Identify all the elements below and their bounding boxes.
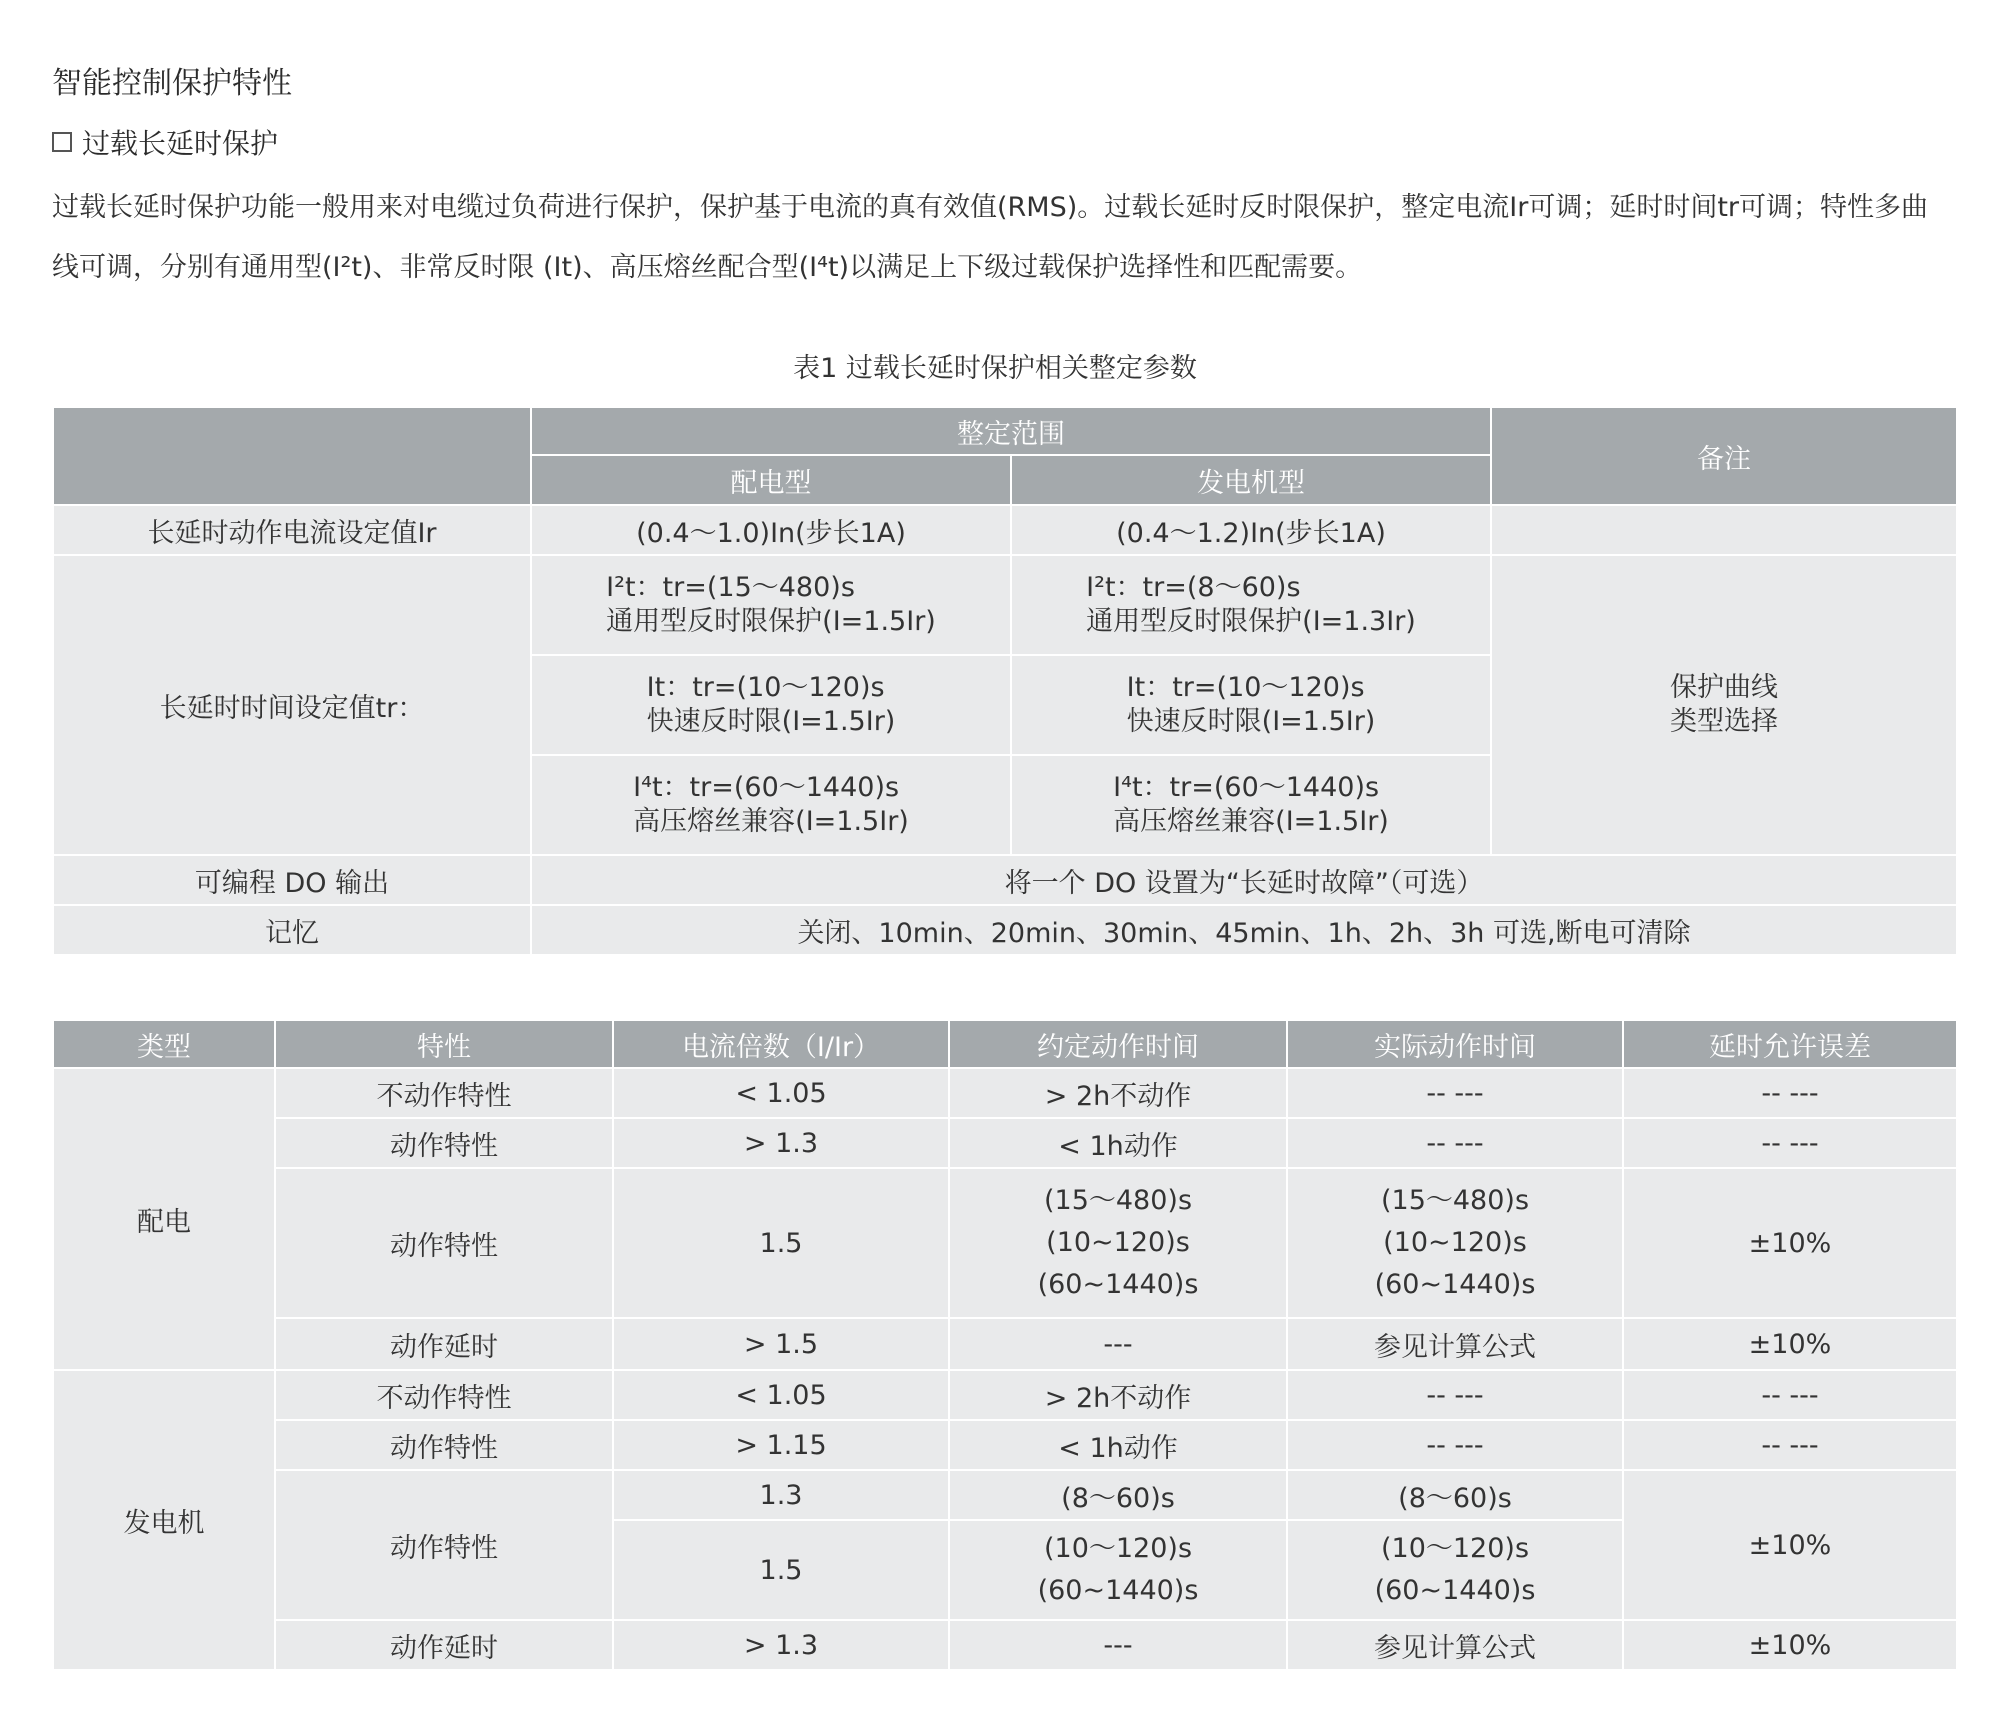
table-cell: (8～60)s — [949, 1470, 1287, 1520]
table-cell: (15～480)s (10~120)s (60~1440)s — [949, 1168, 1287, 1318]
table-cell: (0.4～1.2)In(步长1A) — [1011, 505, 1491, 555]
table-cell: 不动作特性 — [275, 1068, 613, 1118]
table-cell: -- --- — [1287, 1118, 1623, 1168]
table-cell: 将一个 DO 设置为“长延时故障”（可选） — [531, 855, 1957, 905]
table-cell: > 1.15 — [613, 1420, 949, 1470]
table-cell: > 2h不动作 — [949, 1370, 1287, 1420]
table-cell: I²t：tr=(15～480)s 通用型反时限保护(I=1.5Ir) — [531, 555, 1011, 655]
column-header: 延时允许误差 — [1623, 1020, 1957, 1068]
table-cell: It：tr=(10～120)s 快速反时限(I=1.5Ir) — [531, 655, 1011, 755]
note-cell: 保护曲线 类型选择 — [1491, 555, 1957, 855]
characteristics-table — [52, 1019, 1958, 1671]
table-cell: 不动作特性 — [275, 1370, 613, 1420]
table-cell: 关闭、10min、20min、30min、45min、1h、2h、3h 可选,断电可清除 — [531, 905, 1957, 955]
table-cell: -- --- — [1623, 1068, 1957, 1118]
table-cell: -- --- — [1287, 1420, 1623, 1470]
table-cell: -- --- — [1287, 1068, 1623, 1118]
table-cell: 1.3 — [613, 1470, 949, 1520]
table-cell: ±10% — [1623, 1168, 1957, 1318]
table-cell: --- — [949, 1620, 1287, 1670]
subsection-title: 过载长延时保护 — [82, 127, 279, 160]
subsection-heading — [52, 122, 278, 162]
column-header: 实际动作时间 — [1287, 1020, 1623, 1068]
settings-table — [52, 406, 1958, 956]
table-cell: I⁴t：tr=(60～1440)s 高压熔丝兼容(I=1.5Ir) — [1011, 755, 1491, 855]
table-cell: -- --- — [1623, 1118, 1957, 1168]
table-cell: ±10% — [1623, 1318, 1957, 1370]
table-cell: -- --- — [1623, 1420, 1957, 1470]
table-cell: 动作延时 — [275, 1318, 613, 1370]
table-cell: < 1.05 — [613, 1370, 949, 1420]
table-cell: (15～480)s (10~120)s (60~1440)s — [1287, 1168, 1623, 1318]
column-header: 特性 — [275, 1020, 613, 1068]
table-cell: ±10% — [1623, 1470, 1957, 1620]
row-label: 长延时动作电流设定值Ir — [53, 505, 531, 555]
table-cell: --- — [949, 1318, 1287, 1370]
header-note: 备注 — [1491, 407, 1957, 505]
table-cell: > 1.3 — [613, 1620, 949, 1670]
table-cell: (8～60)s — [1287, 1470, 1623, 1520]
table-cell: 1.5 — [613, 1168, 949, 1318]
column-header: 类型 — [53, 1020, 275, 1068]
table-cell: -- --- — [1623, 1370, 1957, 1420]
table-cell: > 2h不动作 — [949, 1068, 1287, 1118]
header-generator: 发电机型 — [1011, 455, 1491, 505]
table-cell: > 1.3 — [613, 1118, 949, 1168]
checkbox-icon — [52, 132, 72, 152]
header-range: 整定范围 — [531, 407, 1491, 455]
table-cell: 1.5 — [613, 1520, 949, 1620]
table-cell: I⁴t：tr=(60～1440)s 高压熔丝兼容(I=1.5Ir) — [531, 755, 1011, 855]
table-cell: < 1h动作 — [949, 1420, 1287, 1470]
column-header: 约定动作时间 — [949, 1020, 1287, 1068]
row-label: 记忆 — [53, 905, 531, 955]
row-label: 长延时时间设定值tr： — [53, 555, 531, 855]
table-cell: 动作延时 — [275, 1620, 613, 1670]
header-distribution: 配电型 — [531, 455, 1011, 505]
section-heading: 智能控制保护特性 — [52, 66, 292, 101]
table-cell: (0.4～1.0)In(步长1A) — [531, 505, 1011, 555]
table-cell: -- --- — [1287, 1370, 1623, 1420]
table-cell: 动作特性 — [275, 1420, 613, 1470]
table-cell: 动作特性 — [275, 1470, 613, 1620]
column-header: 电流倍数（I/Ir） — [613, 1020, 949, 1068]
description-paragraph: 过载长延时保护功能一般用来对电缆过负荷进行保护，保护基于电流的真有效值(RMS)。过载长延时反时限保护，整定电流Ir可调；延时时间tr可调；特性多曲线可调，分别有通用型(I²t)、非常反时限 (It)、高压熔丝配合型(I⁴t)以满足上下级过载保护选择性和匹配需要。 — [52, 192, 1929, 283]
table-cell — [1491, 505, 1957, 555]
table-cell: > 1.5 — [613, 1318, 949, 1370]
type-cell: 配电 — [53, 1068, 275, 1370]
table-cell: 动作特性 — [275, 1118, 613, 1168]
table-cell: (10～120)s (60~1440)s — [949, 1520, 1287, 1620]
header-empty — [53, 407, 531, 505]
table-cell: < 1h动作 — [949, 1118, 1287, 1168]
table-cell: 动作特性 — [275, 1168, 613, 1318]
table-cell: (10～120)s (60~1440)s — [1287, 1520, 1623, 1620]
table-cell: I²t：tr=(8～60)s 通用型反时限保护(I=1.3Ir) — [1011, 555, 1491, 655]
table-cell: < 1.05 — [613, 1068, 949, 1118]
table1-caption: 表1 过载长延时保护相关整定参数 — [793, 353, 1197, 384]
table-cell: 参见计算公式 — [1287, 1620, 1623, 1670]
type-cell: 发电机 — [53, 1370, 275, 1670]
table-cell: ±10% — [1623, 1620, 1957, 1670]
table-cell: It：tr=(10～120)s 快速反时限(I=1.5Ir) — [1011, 655, 1491, 755]
row-label: 可编程 DO 输出 — [53, 855, 531, 905]
table-cell: 参见计算公式 — [1287, 1318, 1623, 1370]
